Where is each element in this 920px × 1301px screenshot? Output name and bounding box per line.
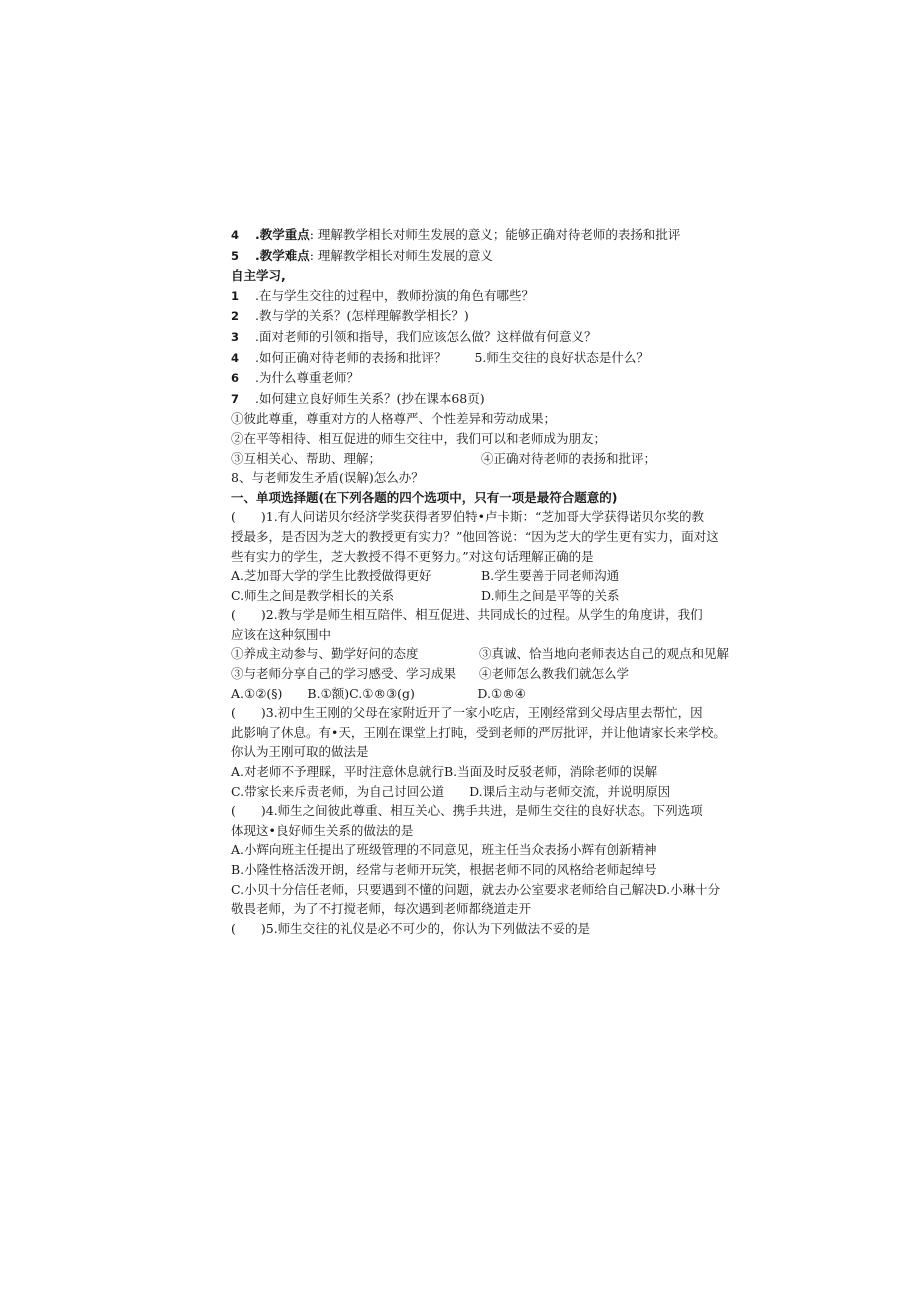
options-row bbox=[231, 566, 761, 586]
question-line: ( )4.师生之间彼此尊重、相互关心、携手共进，是师生交往的良好状态。下列选项 bbox=[231, 803, 703, 819]
answer-line bbox=[231, 449, 761, 469]
question-line: 应该在这种氛围中 bbox=[231, 626, 332, 642]
statements-row bbox=[231, 644, 761, 664]
options-row: A.①②(§) B.①额)C.①®③(g) D.①®④ bbox=[231, 685, 526, 701]
question-text: .教与学的关系？(怎样理解教学相长？) bbox=[255, 308, 469, 324]
item-number: 4 bbox=[231, 228, 240, 242]
self-study-question-8: 8、与老师发生矛盾(误解)怎么办？ bbox=[231, 470, 424, 486]
question-number: 6 bbox=[231, 371, 240, 386]
options-row bbox=[231, 586, 761, 606]
question-line: ( )3.初中生王刚的父母在家附近开了一家小吃店，王刚经常到父母店里去帮忙，因 bbox=[231, 705, 703, 721]
self-study-title: 自主学习, bbox=[231, 268, 286, 284]
statement-3: ③真诚、恰当地向老师表达自己的观点和见解 bbox=[479, 646, 730, 662]
question-number: 7 bbox=[231, 391, 240, 406]
question-text: .如何正确对待老师的表扬和批评？ bbox=[255, 349, 447, 365]
teaching-difficulty-text: : 理解教学相长对师生发展的意义 bbox=[309, 247, 493, 263]
question-line: 你认为王刚可取的做法是 bbox=[231, 744, 369, 760]
statement-3b: ③与老师分享自己的学习感受、学习成果 bbox=[231, 666, 457, 682]
answer-right: ④正确对待老师的表扬和批评； bbox=[481, 450, 657, 466]
question-number: 4 bbox=[231, 350, 240, 365]
option-line: A.小辉向班主任提出了班级管理的不同意见，班主任当众表扬小辉有创新精神 bbox=[231, 842, 657, 858]
teaching-focus-text: : 理解教学相长对师生发展的意义；能够正确对待老师的表扬和批评 bbox=[309, 227, 681, 242]
question-line: 此影响了休息。有•天，王刚在课堂上打盹，受到老师的严厉批评，并让他请家长来学校。 bbox=[231, 724, 726, 740]
question-text: .为什么尊重老师？ bbox=[255, 370, 359, 386]
self-study-question bbox=[231, 327, 761, 348]
option-line: 敬畏老师，为了不打搅老师，每次遇到老师都绕道走开 bbox=[231, 901, 532, 917]
worksheet-content bbox=[231, 225, 761, 938]
teaching-focus-line bbox=[231, 225, 761, 246]
teaching-difficulty-label: .教学难点 bbox=[255, 247, 310, 263]
statement-1: ①养成主动参与、勤学好问的态度 bbox=[231, 646, 419, 662]
item-number: 5 bbox=[231, 248, 240, 263]
answer-line: ①彼此尊重，尊重对方的人格尊严、个性差异和劳动成果； bbox=[231, 411, 557, 427]
question-line: 些有实力的学生，芝大教授不得不更努力。”对这句话理解正确的是 bbox=[231, 548, 594, 564]
question-text: .如何建立良好师生关系？(抄在课本68页) bbox=[255, 390, 485, 406]
statement-4: ④老师怎么教我们就怎么学 bbox=[479, 666, 630, 682]
options-row: C.带家长来斥责老师，为自己讨回公道 D.课后主动与老师交流，并说明原因 bbox=[231, 783, 671, 799]
option-c: C.师生之间是教学相长的关系 bbox=[231, 587, 395, 603]
statements-row bbox=[231, 664, 761, 684]
question-number: 1 bbox=[231, 288, 240, 303]
question-line: ( )2.教与学是师生相互陪伴、相互促进、共同成长的过程。从学生的角度讲，我们 bbox=[231, 607, 703, 623]
question-number: 2 bbox=[231, 309, 240, 324]
self-study-question bbox=[231, 348, 761, 369]
options-row: A.对老师不予理睬，平时注意休息就行B.当面及时反驳老师，消除老师的误解 bbox=[231, 764, 658, 780]
question-text-extra: 5.师生交往的良好状态是什么？ bbox=[474, 349, 649, 365]
option-line: C.小贝十分信任老师，只要遇到不懂的问题，就去办公室要求老师给自己解决D.小琳十分 bbox=[231, 881, 721, 897]
option-d: D.师生之间是平等的关系 bbox=[481, 587, 620, 603]
question-line: ( )1.有人问诺贝尔经济学奖获得者罗伯特•卢卡斯：“芝加哥大学获得诺贝尔奖的教 bbox=[231, 509, 704, 525]
teaching-focus-label: .教学重点 bbox=[255, 227, 310, 242]
option-a: A.芝加哥大学的学生比教授做得更好 bbox=[231, 568, 432, 584]
self-study-question bbox=[231, 368, 761, 389]
question-line: 体现这•良好师生关系的做法的是 bbox=[231, 822, 414, 838]
question-line: 授最多，是否因为芝大的教授更有实力？”他回答说：“因为芝大的学生更有实力，面对这 bbox=[231, 528, 719, 544]
teaching-difficulty-line bbox=[231, 246, 761, 267]
self-study-question bbox=[231, 389, 761, 410]
question-line: ( )5.师生交往的礼仪是必不可少的，你认为下列做法不妥的是 bbox=[231, 920, 591, 936]
question-number: 3 bbox=[231, 329, 240, 344]
answer-left: ③互相关心、帮助、理解； bbox=[231, 450, 382, 466]
self-study-question bbox=[231, 306, 761, 327]
self-study-question bbox=[231, 286, 761, 307]
option-b: B.学生要善于同老师沟通 bbox=[481, 568, 620, 584]
question-text: .面对老师的引领和指导，我们应该怎么做？这样做有何意义？ bbox=[255, 328, 597, 344]
answer-line: ②在平等相待、相互促进的师生交往中，我们可以和老师成为朋友； bbox=[231, 430, 607, 446]
question-text: .在与学生交往的过程中，教师扮演的角色有哪些？ bbox=[255, 287, 534, 303]
section-title: 一、单项选择题(在下列各题的四个选项中，只有一项是最符合题意的) bbox=[231, 489, 618, 505]
option-line: B.小隆性格活泼开朗，经常与老师开玩笑，根据老师不同的风格给老师起绰号 bbox=[231, 862, 657, 877]
